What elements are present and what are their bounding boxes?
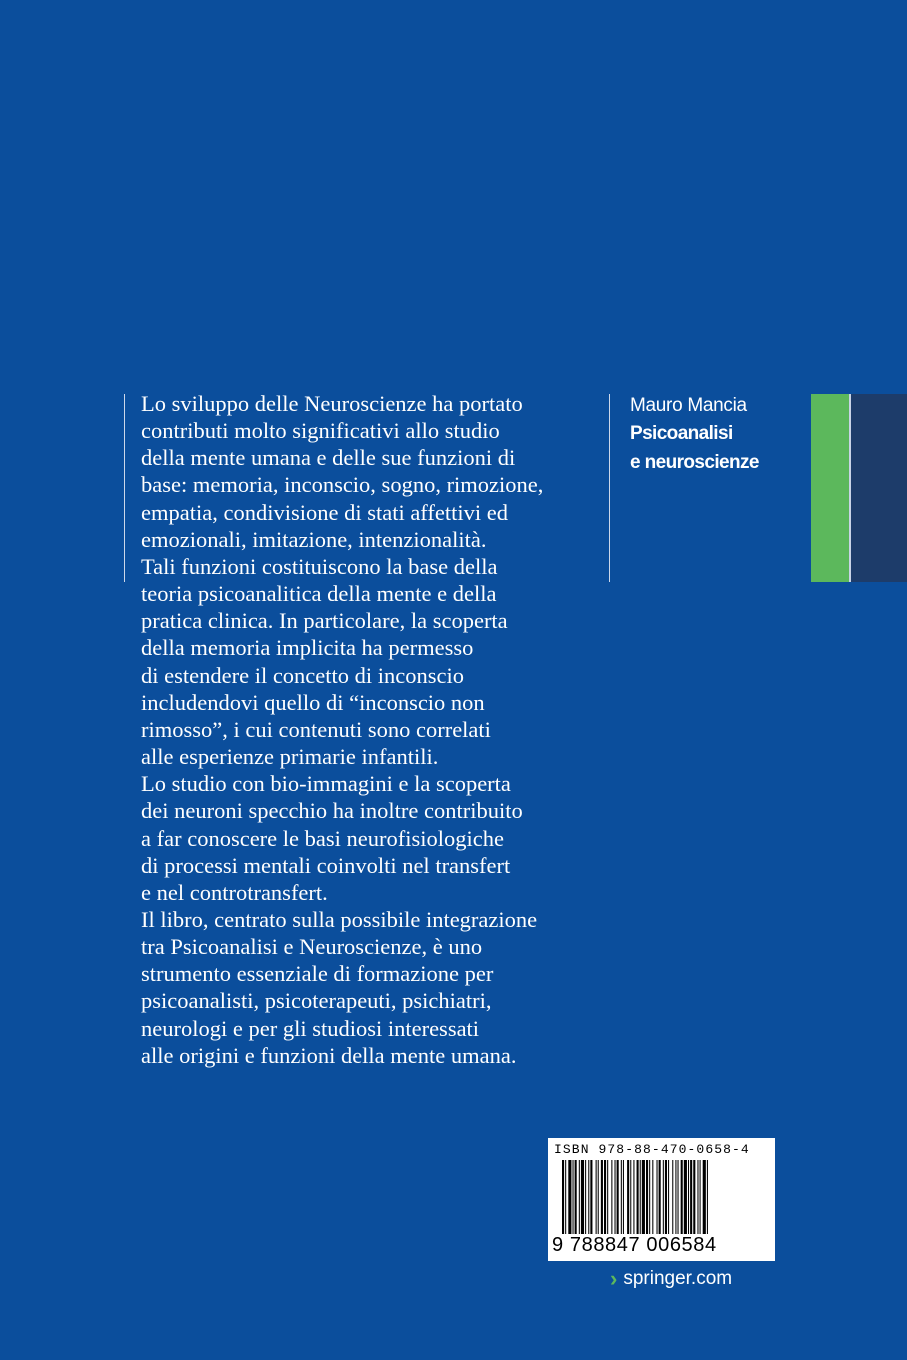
barcode-bar	[568, 1160, 571, 1242]
blurb-line: alle origini e funzioni della mente umana.	[141, 1042, 517, 1068]
barcode-bar	[672, 1160, 673, 1242]
author-name: Mauro Mancia	[630, 395, 747, 416]
blurb-line: psicoanalisti, psicoterapeuti, psichiatri,	[141, 988, 492, 1014]
blurb-line: Lo studio con bio-immagini e la scoperta	[141, 771, 511, 797]
barcode-bar	[623, 1160, 624, 1242]
book-title-line-1: Psicoanalisi	[630, 423, 733, 444]
barcode-bar	[663, 1160, 664, 1242]
blurb-line: teoria psicoanalitica della mente e della	[141, 581, 497, 607]
barcode-bar	[642, 1160, 645, 1242]
barcode-bar	[607, 1160, 608, 1242]
blurb-line: empatia, condivisione di stati affettivi ed	[141, 499, 508, 525]
back-cover-blurb	[141, 390, 591, 1069]
book-title-line-2: e neuroscienze	[630, 452, 759, 473]
publisher-link[interactable]	[610, 1268, 732, 1290]
isbn-label: ISBN 978-88-470-0658-4	[554, 1142, 750, 1157]
blurb-line: strumento essenziale di formazione per	[141, 961, 494, 987]
green-color-band	[811, 394, 849, 582]
publisher-site: springer.com	[623, 1268, 733, 1289]
blurb-line: base: memoria, inconscio, sogno, rimozione,	[141, 472, 544, 498]
barcode-bar	[621, 1160, 622, 1242]
barcode-bar	[693, 1160, 695, 1242]
barcode-bar	[640, 1160, 641, 1242]
barcode-bar	[627, 1160, 629, 1242]
barcode-bar	[707, 1160, 708, 1242]
barcode-bar	[615, 1160, 616, 1242]
blurb-line: contributi molto significativi allo studio	[141, 418, 500, 444]
barcode-bar	[690, 1160, 692, 1242]
middle-vertical-rule	[609, 394, 610, 582]
author-title-block	[630, 392, 759, 477]
barcode-bar	[646, 1160, 648, 1242]
barcode-bar	[630, 1160, 631, 1242]
barcode-bar	[573, 1160, 574, 1242]
barcode-bar	[697, 1160, 698, 1242]
blurb-line: includendovi quello di “inconscio non	[141, 689, 485, 715]
barcode-bar	[581, 1160, 584, 1242]
barcode-bar	[604, 1160, 606, 1242]
barcode-bar	[700, 1160, 701, 1242]
barcode-bar	[688, 1160, 689, 1242]
barcode-box	[548, 1138, 775, 1261]
barcode-bar	[598, 1160, 599, 1242]
blurb-line: e nel controtransfert.	[141, 879, 328, 905]
navy-color-band	[851, 394, 907, 582]
barcode-bar	[659, 1160, 661, 1242]
blurb-line: tra Psicoanalisi e Neuroscienze, è uno	[141, 934, 483, 960]
barcode-bar	[678, 1160, 679, 1242]
blurb-line: dei neuroni specchio ha inoltre contribuito	[141, 798, 523, 824]
barcode-bar	[588, 1160, 589, 1242]
barcode-bar	[703, 1160, 706, 1242]
barcode-bar	[665, 1160, 667, 1242]
blurb-line: della memoria implicita ha permesso	[141, 635, 474, 661]
blurb-line: pratica clinica. In particolare, la scoperta	[141, 608, 508, 634]
barcode-bar	[668, 1160, 669, 1242]
barcode-bar	[585, 1160, 586, 1242]
barcode-bar	[681, 1160, 683, 1242]
blurb-line: di processi mentali coinvolti nel transfert	[141, 852, 511, 878]
barcode-bar	[562, 1160, 564, 1242]
barcode-bar	[633, 1160, 634, 1242]
blurb-line: a far conoscere le basi neurofisiologiche	[141, 825, 504, 851]
barcode-bar	[675, 1160, 676, 1242]
barcode-bar	[649, 1160, 650, 1242]
barcode-bar	[652, 1160, 653, 1242]
barcode-image	[562, 1160, 760, 1242]
blurb-line: della mente umana e delle sue funzioni di	[141, 445, 516, 471]
barcode-digits: 9 788847 006584	[552, 1234, 717, 1256]
barcode-bar	[611, 1160, 612, 1242]
barcode-bar	[657, 1160, 658, 1242]
barcode-bar	[601, 1160, 603, 1242]
barcode-bar	[637, 1160, 639, 1242]
blurb-line: Il libro, centrato sulla possibile integrazione	[141, 906, 538, 932]
barcode-bar	[684, 1160, 687, 1242]
barcode-bar	[575, 1160, 577, 1242]
blurb-line: di estendere il concetto di inconscio	[141, 662, 465, 688]
left-vertical-rule	[124, 394, 125, 582]
barcode-bar	[590, 1160, 592, 1242]
barcode-bar	[579, 1160, 580, 1242]
blurb-line: Tali funzioni costituiscono la base della	[141, 553, 498, 579]
barcode-bar	[617, 1160, 619, 1242]
blurb-line: emozionali, imitazione, intenzionalità.	[141, 526, 487, 552]
blurb-line: Lo sviluppo delle Neuroscienze ha portato	[141, 391, 523, 416]
blurb-line: neurologi e per gli studiosi interessati	[141, 1015, 480, 1041]
barcode-bar	[565, 1160, 566, 1242]
blurb-line: alle esperienze primarie infantili.	[141, 744, 439, 770]
blurb-line: rimosso”, i cui contenuti sono correlati	[141, 716, 491, 742]
barcode-bar	[596, 1160, 597, 1242]
chevron-right-icon: ›	[610, 1266, 618, 1291]
